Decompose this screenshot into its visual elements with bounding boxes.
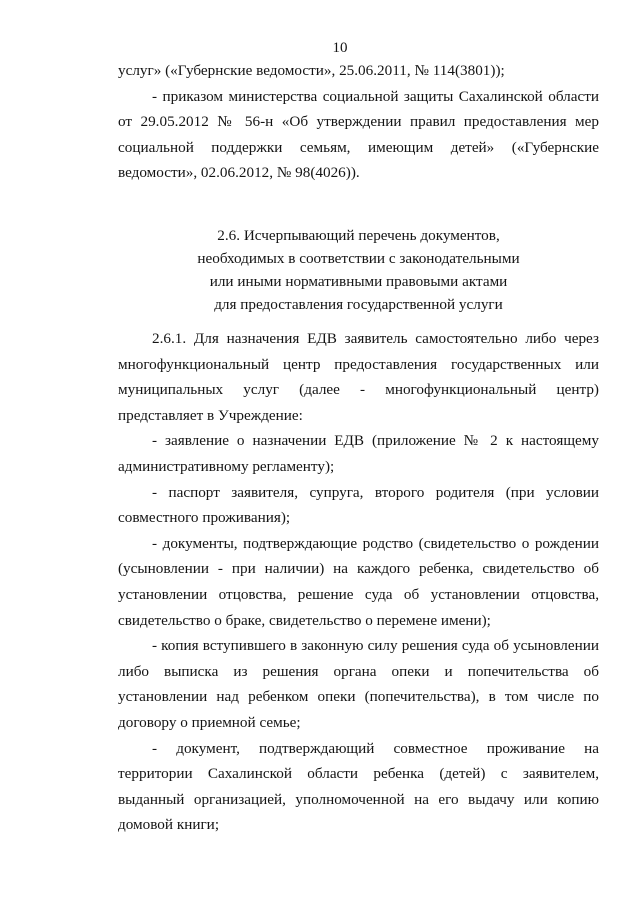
list-item-adoption-decision: - копия вступившего в законную силу решения суда об усыновлении либо выписка из решения органа опеки и попечительства об установлении над ребенком опеки (попечительства), в том числе по договору о приемной семье; (118, 637, 599, 731)
list-item-passport: - паспорт заявителя, супруга, второго родителя (при условии совместного проживания); (118, 483, 599, 527)
section-heading (118, 224, 599, 316)
list-item-application: - заявление о назначении ЕДВ (приложение № 2 к настоящему административному регламенту); (118, 432, 599, 475)
paragraph-intro: 2.6.1. Для назначения ЕДВ заявитель самостоятельно либо через многофункциональный центр предоставления государственных или муниципальных услуг (далее - многофункциональный центр) представляет в Учреждение: (118, 330, 599, 424)
list-item-residence-document: - документ, подтверждающий совместное проживание на территории Сахалинской области ребенка (детей) с заявителем, выданный организацией, уполномоченной на его выдачу или копию домовой книги; (118, 739, 599, 834)
section-heading-line: или иными нормативными правовыми актами (209, 273, 508, 290)
main-text-block (118, 326, 599, 838)
list-item-kinship-documents: - документы, подтверждающие родство (свидетельство о рождении (усыновлении - при наличии) на каждого ребенка, свидетельство об установлении отцовства, решение суда об установлении отцовства, свидетельство о браке, свидетельство о перемене имени); (118, 534, 599, 629)
section-heading-line: для предоставления государственной услуги (214, 296, 503, 313)
section-heading-line: 2.6. Исчерпывающий перечень документов, (217, 227, 500, 244)
paragraph-order-reference: - приказом министерства социальной защиты Сахалинской области от 29.05.2012 № 56-н «Об утверждении правил предоставления мер социальной поддержки семьям, имеющим детей» («Губернские ведомости», 02.06.2012, № 98(4026)). (118, 87, 599, 182)
page-number: 10 (332, 40, 348, 56)
paragraph-continuation: услуг» («Губернские ведомости», 25.06.2011, № 114(3801)); (118, 62, 505, 79)
top-text-block (118, 58, 599, 186)
section-heading-line: необходимых в соответствии с законодательными (197, 250, 520, 267)
